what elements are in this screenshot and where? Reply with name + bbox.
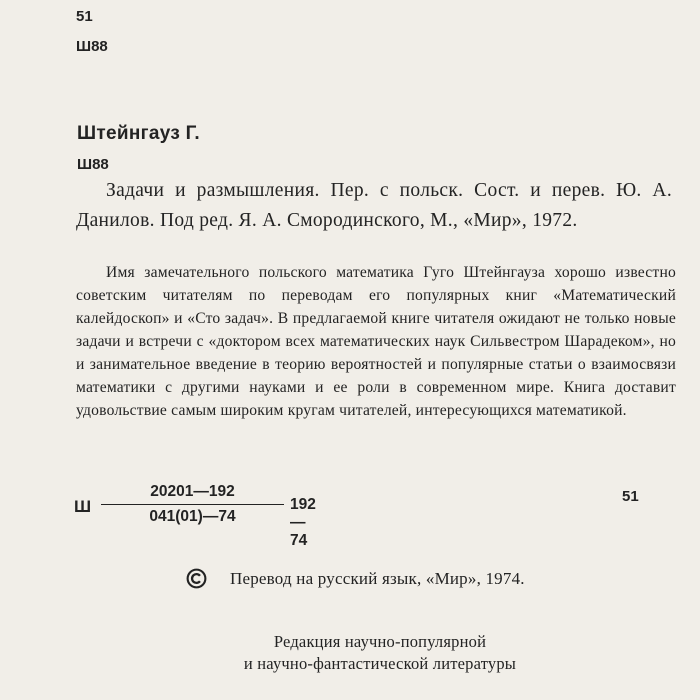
editorial-department: [200, 631, 560, 675]
edition-line-2: и научно-фантастической литературы: [243, 654, 517, 673]
catalog-udk: 51: [622, 488, 639, 505]
catalog-suffix: 192—74: [290, 496, 316, 549]
fraction-bar: [101, 504, 284, 505]
author-name: Штейнгауз Г.: [77, 123, 200, 144]
author-code: Ш88: [77, 156, 109, 173]
catalog-denominator: 041(01)—74: [149, 508, 236, 525]
copyright-icon: [186, 568, 207, 589]
copyright-text: Перевод на русский язык, «Мир», 1974.: [230, 569, 525, 588]
udk-code: 51: [76, 8, 93, 25]
edition-line-1: Редакция научно-популярной: [273, 632, 487, 651]
bibliographic-description: Задачи и размышления. Пер. с польск. Сост. и перев. Ю. А. Данилов. Под ред. Я. А. Смородинского, М., «Мир», 1972.: [76, 180, 672, 231]
bbk-code: Ш88: [76, 38, 108, 55]
catalog-fraction: [74, 483, 316, 549]
catalog-numerator: 20201—192: [150, 483, 235, 500]
catalog-letter: Ш: [74, 497, 92, 516]
annotation-paragraph: Имя замечательного польского математика Гуго Штейнгауза хорошо известно советским читателям по переводам его популярных книг «Математический калейдоскоп» и «Сто задач». В предлагаемой книге читателя ожидают не только новые задачи и встречи с «доктором всех математических наук Сильвестром Шарадеком», но и занимательное введение в теорию вероятностей и популярные статьи о взаимосвязи математики с другими науками и ее роли в современном мире. Книга доставит удовольствие самым широким кругам читателей, интересующихся математикой.: [76, 264, 676, 419]
